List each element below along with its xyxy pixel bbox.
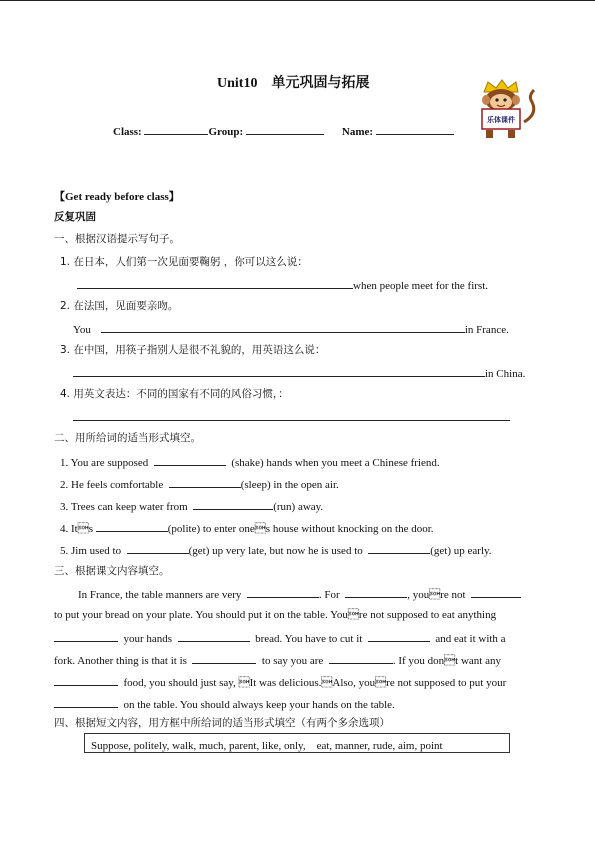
item-number: 4.	[60, 523, 69, 535]
passage-text: to put your bread on your plate. You should put it on the table. Youre not supposed to eat anything	[54, 609, 497, 621]
fill-blank[interactable]	[127, 542, 189, 554]
part1-q4-prompt	[60, 387, 289, 401]
part1-q3-prompt	[60, 343, 325, 357]
part1-q2-answer	[73, 321, 509, 337]
page-title: Unit10 单元巩固与拓展	[217, 76, 370, 91]
word-bank-text: Suppose, politely, walk, much, parent, like, only, eat, manner, rude, aim, point	[91, 740, 443, 752]
item-text: (get) up early.	[430, 545, 492, 557]
fill-blank[interactable]	[154, 454, 226, 466]
group-blank[interactable]	[246, 123, 324, 135]
class-blank[interactable]	[144, 123, 208, 135]
item-number: 3.	[60, 501, 69, 513]
item-text: Trees can keep water from	[70, 501, 188, 513]
item-text: Its	[71, 523, 93, 535]
part3-heading: 三、根据课文内容填空。	[54, 565, 170, 577]
item-text: (sleep) in the open air.	[240, 479, 339, 491]
part2-item-1	[60, 454, 440, 470]
part3-line-6	[54, 696, 395, 712]
fill-blank[interactable]	[192, 652, 256, 664]
monkey-mascot-logo	[474, 78, 546, 142]
fill-blank[interactable]	[329, 652, 393, 664]
part1-heading: 一、根据汉语提示写句子。	[54, 233, 180, 245]
part1-q2-prompt	[60, 299, 178, 313]
question-number: 2.	[60, 300, 71, 312]
fill-blank[interactable]	[96, 520, 168, 532]
class-label: Class:	[113, 126, 145, 138]
answer-blank[interactable]	[73, 365, 485, 377]
question-text: 在法国，见面要亲吻。	[73, 300, 179, 312]
answer-lead: You	[73, 324, 91, 336]
fill-blank[interactable]	[169, 476, 241, 488]
name-label: Name:	[341, 126, 376, 138]
item-number: 1.	[60, 457, 69, 469]
answer-tail: in China.	[485, 368, 526, 380]
item-text: (polite) to enter ones house without knocking on the door.	[167, 523, 434, 535]
passage-text: . If you dont want any	[392, 655, 501, 667]
fill-blank[interactable]	[178, 630, 250, 642]
answer-blank[interactable]	[77, 277, 353, 289]
part1-q3-answer	[73, 365, 525, 381]
item-text: He feels comfortable	[71, 479, 164, 491]
name-blank[interactable]	[376, 123, 454, 135]
section-subheading: 反复巩固	[54, 211, 96, 223]
passage-text: In France, the table manners are very	[78, 589, 242, 601]
fill-blank[interactable]	[368, 542, 430, 554]
item-text: (run) away.	[273, 501, 324, 513]
answer-blank[interactable]	[101, 321, 465, 333]
part1-q4-answer	[73, 409, 510, 425]
fill-blank[interactable]	[193, 498, 273, 510]
passage-text: and eat it with a	[435, 633, 506, 645]
fill-blank[interactable]	[54, 630, 118, 642]
fill-blank[interactable]	[471, 586, 521, 598]
question-number: 4.	[60, 388, 71, 400]
part3-line-3	[54, 630, 506, 646]
part2-item-2	[60, 476, 339, 492]
question-text: 在日本，人们第一次见面要鞠躬 ，你可以这么说：	[73, 256, 308, 268]
question-number: 3.	[60, 344, 71, 356]
part2-item-5	[60, 542, 492, 558]
part2-item-4	[60, 520, 434, 536]
passage-text: on the table. You should always keep your hands on the table.	[123, 699, 395, 711]
question-number: 1.	[60, 256, 71, 268]
part3-line-2	[54, 608, 496, 622]
part1-q1-prompt	[60, 255, 308, 269]
passage-text: , youre not	[407, 589, 466, 601]
part3-line-5	[54, 674, 506, 690]
part3-line-1	[78, 586, 521, 602]
answer-tail: in France.	[464, 324, 509, 336]
fill-blank[interactable]	[54, 674, 118, 686]
passage-text: . For	[318, 589, 340, 601]
top-rule	[0, 0, 595, 1]
passage-text: fork. Another thing is that it is	[54, 655, 187, 667]
fill-blank[interactable]	[247, 586, 319, 598]
part4-heading: 四、根据短文内容，用方框中所给词的适当形式填空（有两个多余选项）	[54, 717, 390, 729]
passage-text: your hands	[123, 633, 173, 645]
item-text: (get) up very late, but now he is used to	[188, 545, 363, 557]
part1-q1-answer	[77, 277, 488, 293]
question-text: 用英文表达：不同的国家有不同的风俗习惯，：	[73, 388, 289, 400]
item-text: Jim used to	[71, 545, 122, 557]
part2-heading: 二、用所给词的适当形式填空。	[54, 432, 201, 444]
passage-text: food, you should just say, It was delicious.Also, youre not supposed to put your	[123, 677, 507, 689]
item-number: 2.	[60, 479, 69, 491]
fill-blank[interactable]	[345, 586, 407, 598]
answer-tail: when people meet for the first.	[353, 280, 489, 292]
section-heading: 【Get ready before class】	[54, 191, 180, 203]
fill-blank[interactable]	[368, 630, 430, 642]
question-text: 在中国，用筷子指别人是很不礼貌的，用英语这么说：	[73, 344, 326, 356]
svg-text:乐体课件: 乐体课件	[487, 116, 515, 124]
passage-text: to say you are	[261, 655, 324, 667]
part3-line-4	[54, 652, 501, 668]
passage-text: bread. You have to cut it	[255, 633, 363, 645]
part2-item-3	[60, 498, 323, 514]
student-info-line	[113, 123, 454, 139]
item-number: 5.	[60, 545, 69, 557]
item-text: (shake) hands when you meet a Chinese friend.	[231, 457, 440, 469]
word-bank-box	[84, 733, 510, 753]
group-label: Group:	[208, 126, 246, 138]
fill-blank[interactable]	[54, 696, 118, 708]
item-text: You are supposed	[70, 457, 149, 469]
answer-blank[interactable]	[73, 409, 510, 421]
